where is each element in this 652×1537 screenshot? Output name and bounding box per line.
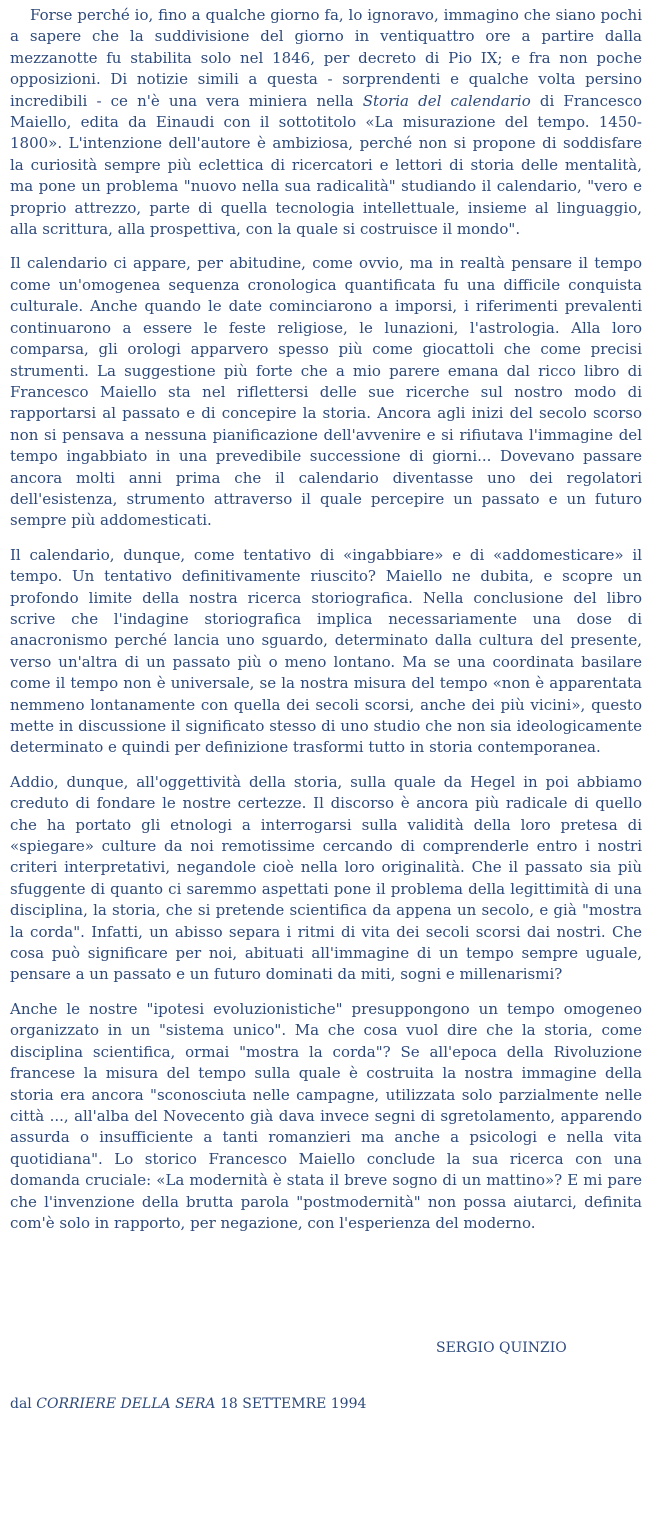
book-title: Storia del calendario [362,91,531,110]
article-body [10,5,642,1247]
publication-date: 18 SETTEMRE 1994 [215,1396,367,1412]
paragraph-5: Anche le nostre "ipotesi evoluzionistiche" presuppongono un tempo omogeneo organizzato in un "sistema unico". Ma che cosa vuol dire che la storia, come disciplina scientifica, ormai "mostra la corda"? Se all'epoca della Rivoluzione francese la misura del tempo sulla quale è costruita la nostra immagine della storia era ancora "sconosciuta nelle campagne, utilizzata solo parzialmente nelle città ..., all'alba del Novecento già dava invece segni di sgretolamento, apparendo assurda o insufficiente a tanti romanzieri ma anche a psicologi e nella vita quotidiana". Lo storico Francesco Maiello conclude la sua ricerca con una domanda cruciale: «La modernità è stata il breve sogno di un mattino»? E mi pare che l'invenzione della brutta parola "postmodernità" non possa aiutarci, definita com'è solo in rapporto, per negazione, con l'esperienza del moderno. [10,999,642,1232]
paragraph-1-text-end: di Francesco Maiello, edita da Einaudi con il sottotitolo «La misurazione del tempo. 1450-1800». L'intenzione dell'autore è ambiziosa, perché non si propone di soddisfare la curiosità sempre più eclettica di ricercatori e lettori di storia delle mentalità, ma pone un problema "nuovo nella sua radicalità" studiando il calendario, "vero e proprio attrezzo, parte di quella tecnologia intellettuale, insieme al linguaggio, alla scrittura, alla prospettiva, con la quale si costruisce il mondo". [10,91,643,239]
source-prefix: dal [10,1396,37,1412]
paragraph-2: Il calendario ci appare, per abitudine, come ovvio, ma in realtà pensare il tempo come un'omogenea sequenza cronologica quantificata fu una difficile conquista culturale. Anche quando le date cominciarono a imporsi, i riferimenti prevalenti continuarono a essere le feste religiose, le lunazioni, l'astrologia. Alla loro comparsa, gli orologi apparvero spesso più come giocattoli che come precisi strumenti. La suggestione più forte che a mio parere emana dal ricco libro di Francesco Maiello sta nel riflettersi delle sue ricerche sul nostro modo di rapportarsi al passato e di concepire la storia. Ancora agli inizi del secolo scorso non si pensava a nessuna pianificazione dell'avvenire e si rifiutava l'immagine del tempo ingabbiato in una prevedibile successione di giorni... Dovevano passare ancora molti anni prima che il calendario diventasse uno dei regolatori dell'esistenza, strumento attraverso il quale percepire un passato e un futuro sempre più addomesticati. [10,254,642,530]
newspaper-name: CORRIERE DELLA SERA [36,1396,216,1412]
paragraph-3: Il calendario, dunque, come tentativo di «ingabbiare» e di «addomesticare» il tempo. Un tentativo definitivamente riuscito? Maiello ne dubita, e scopre un profondo limite della nostra ricerca storiografica. Nella conclusione del libro scrive che l'indagine storiografica implica necessariamente una dose di anacronismo perché lancia uno sguardo, determinato dalla cultura del presente, verso un'altra di un passato più o meno lontano. Ma se una coordinata basilare come il tempo non è universale, se la nostra misura del tempo «non è apparentata nemmeno lontanamente con quella dei secoli scorsi, anche dei più vicini», questo mette in discussione il significato stesso di uno studio che non sia ideologicamente determinato e quindi per definizione trasformi tutto in storia contemporanea. [10,545,642,757]
paragraph-1 [10,5,642,240]
source-line [10,1396,366,1412]
paragraph-4: Addio, dunque, all'oggettività della storia, sulla quale da Hegel in poi abbiamo creduto di fondare le nostre certezze. Il discorso è ancora più radicale di quello che ha portato gli etnologi a interrogarsi sulla validità della loro pretesa di «spiegare» culture da noi remotissime cercando di comprenderle entro i nostri criteri interpretativi, negandole cioè nella loro originalità. Che il passato sia più sfuggente di quanto ci saremmo aspettati pone il problema della legittimità di una disciplina, la storia, che si pretende scientifica da appena un secolo, e già "mostra la corda". Infatti, un abisso separa i ritmi di vita dei secoli scorsi dai nostri. Che cosa può significare per noi, abituati all'immagine di un tempo sempre uguale, pensare a un passato e un futuro dominati da miti, sogni e millenarismi? [10,772,642,984]
author-signature: SERGIO QUINZIO [436,1340,567,1356]
paragraph-1-text-start: Forse perché io, fino a qualche giorno fa, lo ignoravo, immagino che siano pochi a sapere che la suddivisione del giorno in ventiquattro ore a partire dalla mezzanotte fu stabilita solo nel 1846, per decreto di Pio IX; e fra non poche opposizioni. Di notizie simili a questa - sorprendenti e qualche volta persino incredibili - ce n'è una vera miniera nella [10,6,642,110]
